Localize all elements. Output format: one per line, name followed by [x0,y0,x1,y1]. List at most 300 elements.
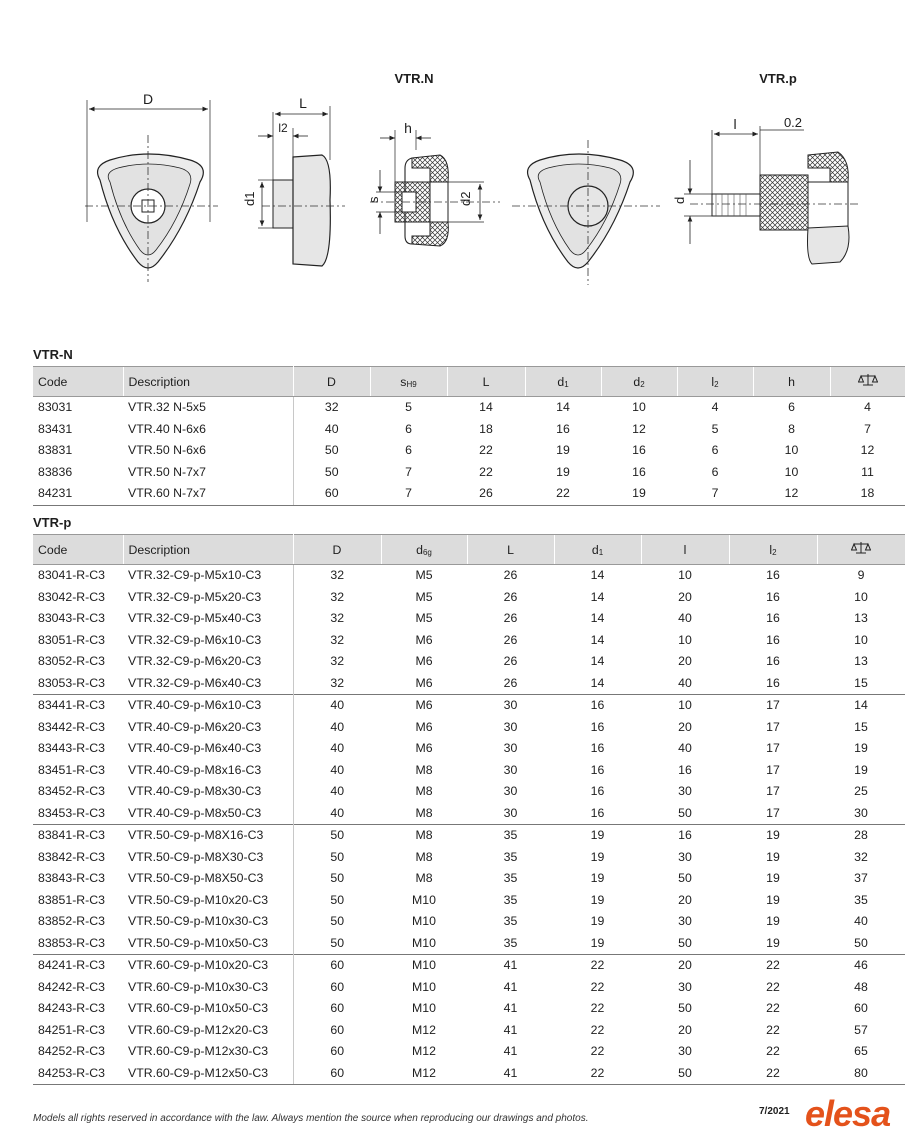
cell-l2: 22 [766,1001,780,1015]
cell-code: 83441-R-C3 [33,695,123,717]
cell-code: 84243-R-C3 [38,1001,105,1015]
cell-D: 32 [330,589,345,604]
cell-desc: VTR.32-C9-p-M6x20-C3 [123,651,293,673]
weight-scale-icon [851,541,871,555]
cell-s: 7 [405,464,412,479]
cell-L: 41 [503,979,518,994]
table-row [33,955,905,977]
cell-d1: 22 [590,1001,605,1015]
cell-code: 83853-R-C3 [38,935,105,950]
cell-d: M8 [381,825,467,847]
cell-l: 50 [678,935,692,950]
cell-w: 32 [854,849,868,864]
cell-l2: 22 [766,1022,780,1037]
table-row [33,868,905,890]
cell-code: 83452-R-C3 [38,784,105,798]
cell-w: 57 [854,1022,868,1037]
cell-d: M6 [415,741,433,755]
cell-d1: 14 [590,654,605,668]
table-row [33,738,905,760]
cell-desc: VTR.40-C9-p-M6x20-C3 [123,717,293,739]
col-d1: $d_1$ [554,535,641,565]
cell-w: 19 [854,741,868,755]
cell-D: 60 [330,979,345,994]
cell-D: 50 [330,871,345,885]
cell-desc: VTR.32-C9-p-M5x20-C3 [123,587,293,609]
cell-l: 10 [678,568,692,582]
col-code: Code [33,535,123,565]
cell-d: M5 [415,589,433,604]
cell-w: 48 [854,979,868,994]
cell-D: 40 [330,719,345,734]
cell-w: 13 [854,654,868,668]
cell-D: 40 [330,741,345,755]
copyright-note: Models all rights reserved in accordance with the law. Always mention the source when reproducing our drawings and photos. [33,1113,589,1124]
cell-code: 83451-R-C3 [38,762,105,777]
cell-code: 83443-R-C3 [38,741,105,755]
cell-D: 60 [330,1044,345,1058]
cell-desc: VTR.32-C9-p-M6x10-C3 [123,630,293,652]
cell-s: 6 [405,421,412,436]
cell-l2: 17 [766,762,780,777]
vtr-p-drawing-title: VTR.p [759,71,797,86]
cell-w: 9 [857,568,865,582]
cell-d: M12 [412,1022,436,1037]
cell-desc: VTR.50 N-6x6 [123,440,293,462]
col-code: Code [33,367,123,397]
dim-label-s: s [366,196,381,203]
cell-d: M6 [415,719,433,734]
cell-l: 30 [678,979,692,994]
dim-label-h: h [404,120,412,136]
cell-code: 83851-R-C3 [38,892,105,907]
cell-code: 83453-R-C3 [38,805,105,820]
cell-l: 50 [678,871,692,885]
cell-l: 20 [678,719,692,734]
cell-d: M8 [415,784,433,798]
cell-L: 26 [503,568,518,582]
side-view-vtr-n [242,95,345,266]
cell-l2: 16 [766,632,780,647]
cell-L: 35 [467,825,554,847]
dim-label-L: L [299,95,307,111]
cell-l2: 16 [766,675,780,690]
cell-desc: VTR.40-C9-p-M6x40-C3 [123,738,293,760]
cell-code: 83043-R-C3 [38,611,105,625]
cell-D: 32 [330,611,345,625]
cell-code: 83831 [38,443,73,457]
cell-D: 40 [330,762,345,777]
cell-code: 83852-R-C3 [38,914,105,928]
elesa-logo-text: elesa [805,1093,891,1133]
cell-code: 83031 [38,400,73,414]
cell-d: M12 [381,1063,467,1085]
col-description: Description [123,367,293,397]
cell-d: M6 [415,675,433,690]
cell-w: 46 [817,955,905,977]
dim-label-D: D [142,91,154,107]
cell-code: 84242-R-C3 [38,979,105,994]
cell-d: M10 [412,892,436,907]
cell-l: 40 [678,675,692,690]
cell-w: 30 [854,805,868,820]
cell-w: 12 [860,443,875,457]
table-row [33,781,905,803]
cell-code: 83431 [38,421,73,436]
cell-L: 22 [479,443,493,457]
cell-L: 35 [503,892,518,907]
cell-w: 60 [854,1001,868,1015]
cell-desc: VTR.50-C9-p-M8X16-C3 [123,825,293,847]
cell-l: 16 [641,825,729,847]
cell-d1: 14 [590,632,605,647]
table-row [33,608,905,630]
cell-w: 25 [854,784,868,798]
table-row [33,565,905,587]
cell-D: 50 [330,849,345,864]
cell-L: 30 [467,695,554,717]
table-row [33,397,905,419]
cell-w: 13 [854,611,868,625]
cell-D: 32 [330,675,345,690]
table-row [33,847,905,869]
cell-code: 83842-R-C3 [38,849,105,864]
cell-l2: 19 [766,914,780,928]
cell-code: 83052-R-C3 [38,654,105,668]
cell-L: 18 [479,421,493,436]
vtr-n-table [33,366,905,506]
cell-d1: 16 [590,719,605,734]
cell-desc: VTR.60-C9-p-M10x50-C3 [123,998,293,1020]
cell-code: 83843-R-C3 [38,871,105,885]
cell-desc: VTR.32 N-5x5 [123,397,293,419]
cell-l2: 6 [711,464,719,479]
cell-D: 32 [330,654,345,668]
vtr-n-drawing-title: VTR.N [394,71,434,86]
section-view-vtr-n [366,120,500,246]
cell-w: 50 [854,935,868,950]
cell-D: 60 [293,483,370,505]
cell-d1: 22 [554,1063,641,1085]
table-row [33,760,905,782]
cell-L: 41 [503,1022,518,1037]
cell-d1: 19 [590,849,605,864]
cell-w: 14 [817,695,905,717]
table-row [33,651,905,673]
cell-d1: 14 [556,400,570,414]
cell-w: 35 [854,892,868,907]
cell-desc: VTR.32-C9-p-M5x10-C3 [123,565,293,587]
table-row [33,977,905,999]
table-row [33,717,905,739]
cell-d1: 16 [590,741,605,755]
cell-l: 50 [678,805,692,820]
cell-l2: 22 [766,1044,780,1058]
cell-D: 60 [293,1063,381,1085]
col-d2: $d_2$ [601,367,677,397]
cell-D: 60 [330,1022,345,1037]
cell-L: 30 [503,719,518,734]
cell-s: 5 [405,400,412,414]
cell-d1: 16 [590,784,605,798]
table-row [33,998,905,1020]
col-l: l [641,535,729,565]
cell-l2: 22 [729,955,817,977]
cell-w: 10 [854,589,868,604]
cell-desc: VTR.50-C9-p-M10x20-C3 [123,890,293,912]
cell-w: 19 [854,762,868,777]
col-D: D [293,367,370,397]
cell-d: M8 [415,805,433,820]
cell-l2: 17 [729,695,817,717]
col-l2: $l_2$ [729,535,817,565]
cell-L: 26 [447,483,525,505]
cell-D: 50 [330,914,345,928]
col-sH9: $s_{H9}$ [370,367,447,397]
cell-desc: VTR.40-C9-p-M8x16-C3 [123,760,293,782]
cell-L: 26 [503,654,518,668]
cell-L: 30 [503,784,518,798]
cell-desc: VTR.32-C9-p-M6x40-C3 [123,673,293,695]
cell-desc: VTR.50 N-7x7 [123,462,293,484]
cell-D: 50 [324,464,339,479]
revision-date: 7/2021 [759,1106,790,1117]
dim-label-d: d [672,196,687,204]
cell-l2: 19 [766,871,780,885]
cell-h: 10 [784,464,799,479]
cell-l: 20 [678,892,692,907]
cell-l: 30 [678,849,692,864]
cell-h: 12 [753,483,830,505]
cell-L: 35 [503,935,518,950]
cell-l: 20 [678,1022,692,1037]
cell-d1: 19 [556,464,570,479]
cell-l2: 22 [729,1063,817,1085]
cell-code: 83841-R-C3 [33,825,123,847]
cell-L: 26 [503,675,518,690]
cell-desc: VTR.60-C9-p-M10x20-C3 [123,955,293,977]
cell-l2: 16 [766,611,780,625]
dim-label-l2: l2 [278,121,288,135]
cell-l2: 22 [766,979,780,994]
table-row [33,1020,905,1042]
cell-L: 30 [503,805,518,820]
table-row [33,1063,905,1085]
cell-code: 84231 [33,483,123,505]
cell-w: 15 [854,675,868,690]
weight-scale-icon [858,373,878,387]
cell-desc: VTR.60-C9-p-M12x20-C3 [123,1020,293,1042]
cell-d1: 22 [590,1044,605,1058]
cell-d: M5 [415,568,433,582]
cell-d1: 16 [590,805,605,820]
cell-s: 6 [405,443,412,457]
cell-d: M10 [412,935,436,950]
cell-D: 50 [324,443,339,457]
vtr-p-header-row [33,535,905,565]
cell-d2: 19 [601,483,677,505]
cell-w: 65 [854,1044,868,1058]
col-description: Description [123,535,293,565]
cell-D: 32 [330,632,345,647]
cell-code: 83041-R-C3 [38,568,105,582]
cell-L: 41 [503,1044,518,1058]
cell-code: 84241-R-C3 [33,955,123,977]
cell-l: 50 [641,1063,729,1085]
cell-L: 41 [467,955,554,977]
cell-code: 83053-R-C3 [38,675,105,690]
table-row [33,630,905,652]
cell-d1: 14 [590,611,605,625]
cell-desc: VTR.50-C9-p-M10x30-C3 [123,911,293,933]
cell-d1: 16 [590,762,605,777]
cell-d: M12 [412,1044,436,1058]
cell-desc: VTR.40-C9-p-M6x10-C3 [123,695,293,717]
cell-l2: 5 [711,421,719,436]
table-row [33,695,905,717]
cell-w: 40 [854,914,868,928]
cell-desc: VTR.40-C9-p-M8x30-C3 [123,781,293,803]
cell-D: 32 [324,400,339,414]
col-weight [830,367,905,397]
cell-desc: VTR.60-C9-p-M12x50-C3 [123,1063,293,1085]
cell-l2: 6 [711,443,719,457]
cell-D: 50 [293,825,381,847]
table-row [33,587,905,609]
vtr-p-section-title: VTR-p [33,515,72,530]
cell-desc: VTR.32-C9-p-M5x40-C3 [123,608,293,630]
cell-d1: 22 [590,979,605,994]
cell-D: 40 [330,784,345,798]
cell-l2: 19 [729,825,817,847]
cell-d1: 19 [590,892,605,907]
cell-d1: 19 [556,443,570,457]
cell-L: 41 [467,1063,554,1085]
cell-w: 11 [861,464,874,479]
dim-label-l: l [733,116,737,132]
cell-l: 10 [678,632,692,647]
col-L: L [447,367,525,397]
cell-code: 83442-R-C3 [38,719,105,734]
col-weight [817,535,905,565]
cell-D: 40 [330,805,345,820]
cell-d1: 19 [590,935,605,950]
cell-l: 30 [678,784,692,798]
cell-d1: 22 [590,1022,605,1037]
cell-d: M10 [381,955,467,977]
cell-D: 40 [324,421,339,436]
dim-label-gap: 0.2 [783,115,803,130]
cell-desc: VTR.60-C9-p-M12x30-C3 [123,1041,293,1063]
cell-code: 84253-R-C3 [33,1063,123,1085]
technical-drawings [0,0,914,300]
cell-d: M8 [415,849,433,864]
cell-D: 40 [293,695,381,717]
table-row [33,673,905,695]
cell-d1: 19 [590,871,605,885]
cell-l2: 16 [766,568,780,582]
cell-l: 20 [678,589,692,604]
cell-D: 32 [330,568,345,582]
cell-desc: VTR.40 N-6x6 [123,419,293,441]
cell-w: 15 [854,719,868,734]
cell-L: 35 [503,849,518,864]
cell-D: 60 [293,955,381,977]
cell-code: 84252-R-C3 [38,1044,105,1058]
cell-d: M6 [415,654,433,668]
cell-D: 50 [330,892,345,907]
vtr-n-section-title: VTR-N [33,347,73,362]
cell-l: 40 [678,611,692,625]
front-view-vtr-p [512,140,660,285]
cell-l2: 19 [766,849,780,864]
cell-code: 83051-R-C3 [38,632,105,647]
cell-desc: VTR.40-C9-p-M8x50-C3 [123,803,293,825]
table-row [33,440,905,462]
col-l2: $l_2$ [677,367,753,397]
cell-l2: 17 [766,719,780,734]
cell-L: 30 [503,741,518,755]
cell-D: 50 [330,935,345,950]
front-view-vtr-n [85,91,218,282]
cell-h: 6 [788,400,795,414]
cell-d2: 16 [632,464,646,479]
cell-D: 60 [330,1001,345,1015]
cell-L: 14 [479,400,493,414]
cell-l2: 17 [766,741,780,755]
cell-l2: 16 [766,589,780,604]
dim-label-d2: d2 [458,191,473,206]
cell-l: 16 [678,762,692,777]
table-row [33,890,905,912]
cell-d: M8 [415,762,433,777]
col-d1: $d_1$ [525,367,601,397]
col-D: D [293,535,381,565]
cell-l2: 19 [766,892,780,907]
cell-desc: VTR.60 N-7x7 [123,483,293,505]
cell-d1: 14 [590,589,605,604]
cell-desc: VTR.50-C9-p-M8X30-C3 [123,847,293,869]
col-d6g: $d_{6g}$ [381,535,467,565]
cell-w: 80 [817,1063,905,1085]
cell-d: M6 [415,632,433,647]
cell-l2: 17 [766,784,780,798]
table-row [33,911,905,933]
cell-w: 7 [864,421,871,436]
cell-L: 35 [503,871,518,885]
section-view-vtr-p [672,115,860,264]
cell-l: 20 [641,955,729,977]
cell-d1: 14 [590,675,605,690]
cell-d1: 22 [554,955,641,977]
cell-d2: 10 [632,400,646,414]
cell-h: 8 [788,421,795,436]
table-row [33,483,905,505]
table-row [33,933,905,955]
cell-l: 30 [678,914,692,928]
cell-L: 26 [503,589,518,604]
cell-h: 10 [784,443,799,457]
cell-d: M5 [415,611,433,625]
cell-l: 50 [678,1001,692,1015]
cell-w: 28 [817,825,905,847]
cell-l: 30 [678,1044,692,1058]
col-h: h [753,367,830,397]
cell-code: 84251-R-C3 [38,1022,105,1037]
cell-l: 40 [678,741,692,755]
cell-l2: 4 [711,400,719,414]
cell-l2: 17 [766,805,780,820]
